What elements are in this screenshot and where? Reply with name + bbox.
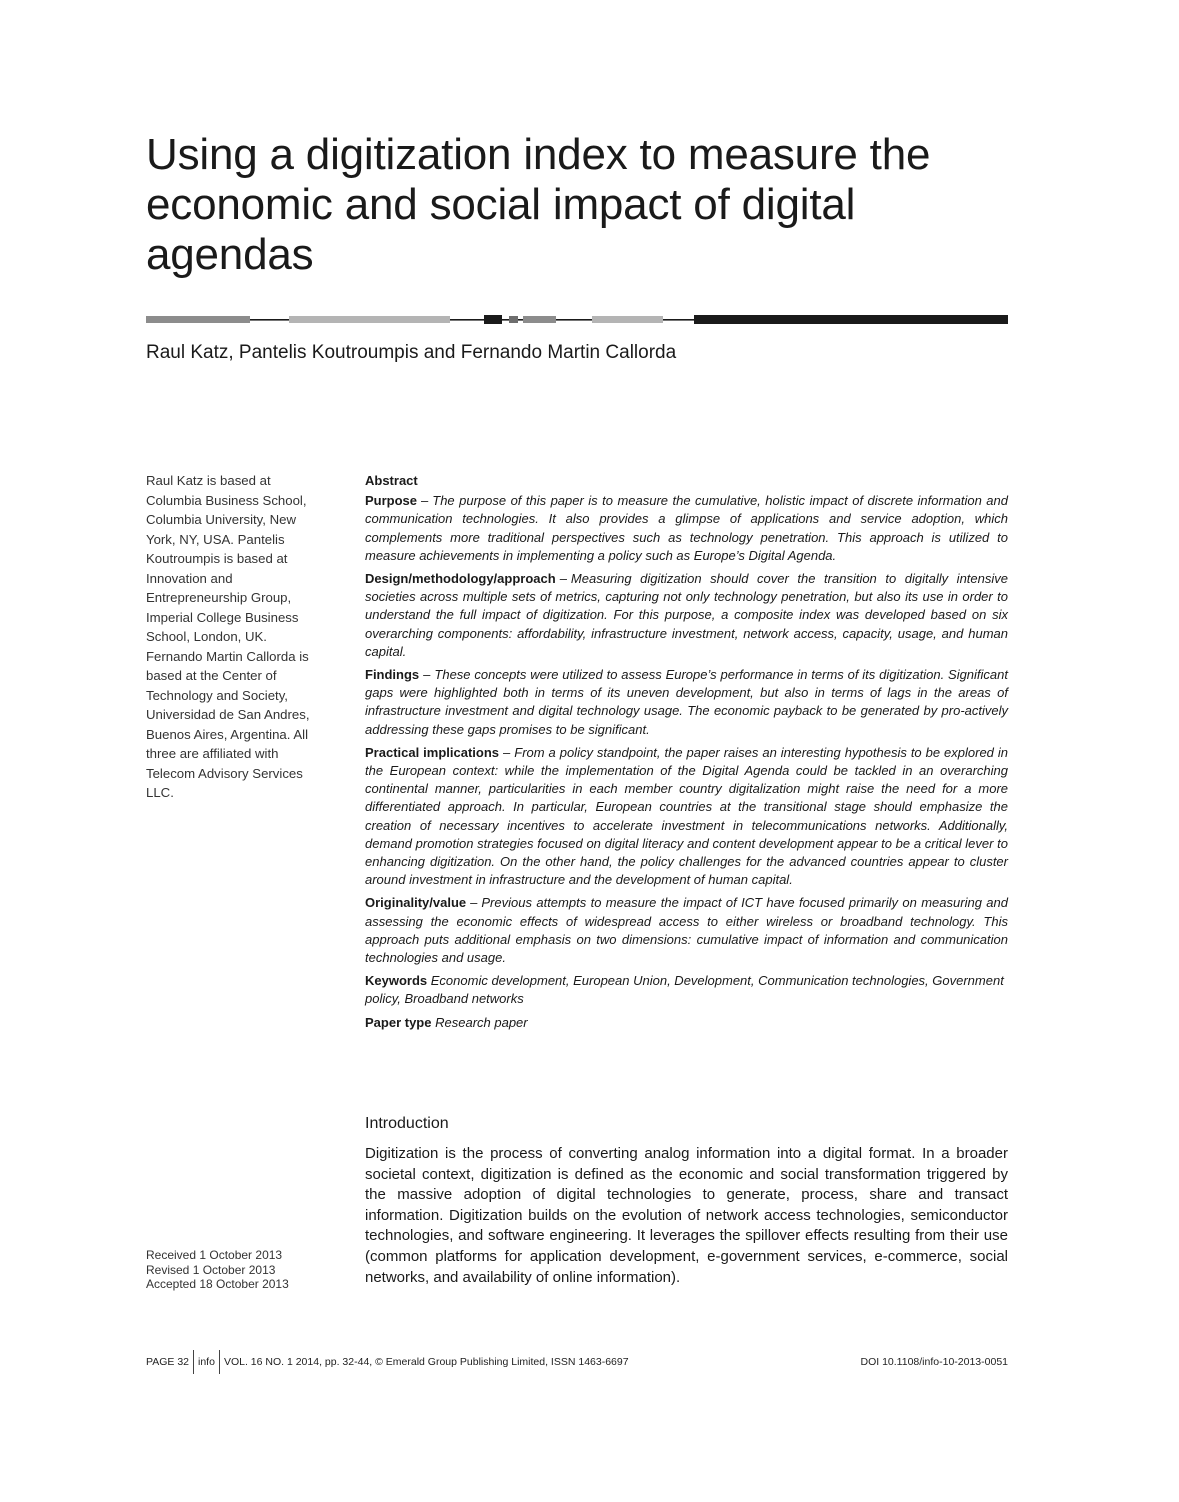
practical-label: Practical implications (365, 744, 500, 760)
keywords-text: Economic development, European Union, Development, Communication technologies, Government policy, Broadband networks (365, 973, 1004, 1007)
footer-divider (193, 1350, 194, 1374)
originality-label: Originality/value (365, 895, 467, 911)
author-list: Raul Katz, Pantelis Koutroumpis and Fernando Martin Callorda (146, 342, 677, 363)
findings-label: Findings (365, 667, 420, 683)
paper-type-text: Research paper (435, 1014, 528, 1030)
abstract-practical: Practical implications – From a policy standpoint, the paper raises an interesting hypothesis to be explored in the European context: while the implementation of the Digital Agenda could be tackled in an overarching continental manner, particularities in each member country digitalization might raise the need for a more differentiated approach. In particular, European countries at the transitional stage should emphasize the creation of necessary incentives to accelerate investment in telecommunications networks. Additionally, demand promotion strategies focused on digital literacy and content development appear to be a critical lever to enhancing digitization. On the other hand, the policy challenges for the advanced countries appear to cluster around investment in infrastructure and the development of human capital. (365, 744, 1008, 888)
introduction-heading: Introduction (365, 1115, 449, 1132)
purpose-label: Purpose (365, 493, 418, 509)
abstract-design: Design/methodology/approach – Measuring digitization should cover the transition to digitally intensive societies across multiple sets of metrics, capturing not only technology penetration, but also its use in order to understand the full impact of digitization. For this purpose, a composite index was developed based on six overarching components: affordability, infrastructure investment, network access, capacity, usage, and human capital. (365, 571, 1008, 659)
author-affiliation: Raul Katz is based at Columbia Business School, Columbia University, New York, NY, USA. Pantelis Koutroumpis is based at Innovation and Entrepreneurship Group, Imperial College Business School, London, UK. Fernando Martin Callorda is based at the Center of Technology and Society, Universidad de San Andres, Buenos Aires, Argentina. All three are affiliated with Telecom Advisory Services LLC. (146, 473, 310, 800)
originality-text: Previous attempts to measure the impact of ICT have focused primarily on measuring and assessing the economic effects of widespread access to either wireless or broadband technology. This approach puts additional emphasis on two dimensions: cumulative impact of information and communication technologies and usage. (365, 895, 1008, 966)
abstract-purpose: Purpose – The purpose of this paper is to measure the cumulative, holistic impact of discrete information and communication technologies. It also provides a glimpse of applications and service adoption, which complements more traditional perspectives such as technology penetration. This approach is utilized to measure achievements in implementing a policy such as Europe’s Digital Agenda. (365, 493, 1008, 563)
page-footer (146, 1350, 1008, 1374)
purpose-text: The purpose of this paper is to measure the cumulative, holistic impact of discrete information and communication technologies. It also provides a glimpse of applications and service adoption, which complements more traditional perspectives such as technology penetration. This approach is utilized to measure achievements in implementing a policy such as Europe’s Digital Agenda. (365, 493, 1008, 563)
design-text: Measuring digitization should cover the transition to digitally intensive societies across multiple sets of metrics, capturing not only technology penetration, but also its use in order to understand the full impact of digitization. For this purpose, a composite index was developed based on six overarching components: affordability, infrastructure investment, network access, capacity, usage, and human capital. (365, 571, 1008, 659)
submission-dates (146, 1248, 346, 1292)
revised-date: Revised 1 October 2013 (146, 1262, 276, 1277)
findings-text: These concepts were utilized to assess Europe’s performance in terms of its digitization. Significant gaps were highlighted both in terms of its uneven development, but also in terms of lags in the areas of infrastructure investment and digital technology usage. The economic payback to be generated by pro-actively addressing these gaps promises to be significant. (365, 667, 1008, 737)
abstract-heading: Abstract (365, 473, 418, 488)
doi: DOI 10.1108/info-10-2013-0051 (860, 1356, 1008, 1368)
paper-type-label: Paper type (365, 1014, 432, 1030)
abstract-keywords (365, 972, 1008, 1008)
citation-info: VOL. 16 NO. 1 2014, pp. 32-44, © Emerald Group Publishing Limited, ISSN 1463-6697 (223, 1356, 629, 1368)
abstract-findings: Findings – These concepts were utilized to assess Europe’s performance in terms of its digitization. Significant gaps were highlighted both in terms of its uneven development, but also in terms of lags in the areas of infrastructure investment and digital technology usage. The economic payback to be generated by pro-actively addressing these gaps promises to be significant. (365, 667, 1008, 737)
accepted-date: Accepted 18 October 2013 (146, 1277, 289, 1291)
page-number: PAGE 32 (146, 1356, 189, 1368)
journal-name: info (198, 1356, 215, 1368)
footer-divider (219, 1350, 220, 1374)
paper-title: Using a digitization index to measure the economic and social impact of digital agendas (146, 130, 931, 279)
design-label: Design/methodology/approach (365, 571, 556, 587)
keywords-label: Keywords (365, 973, 428, 989)
decorative-rule (146, 312, 1008, 328)
practical-text: From a policy standpoint, the paper raises an interesting hypothesis to be explored in the European context: while the implementation of the Digital Agenda could be tackled in an overarching continental manner, particularities in each member country digitalization might raise the need for a more differentiated approach. In particular, European countries at the transitional stage should emphasize the creation of necessary incentives to accelerate investment in telecommunications networks. Additionally, demand promotion strategies focused on digital literacy and content development appear to be a critical lever to enhancing digitization. On the other hand, the policy challenges for the advanced countries appear to cluster around investment in infrastructure and the development of human capital. (365, 744, 1008, 888)
introduction-body: Digitization is the process of converting analog information into a digital format. In a broader societal context, digitization is defined as the economic and social transformation triggered by the massive adoption of digital technologies to generate, process, share and transact information. Digitization builds on the evolution of network access technologies, semiconductor technologies, and software engineering. It leverages the spillover effects resulting from their use (common platforms for application development, e-government services, e-commerce, social networks, and availability of online information). (365, 1145, 1008, 1286)
abstract-originality: Originality/value – Previous attempts to measure the impact of ICT have focused primarily on measuring and assessing the economic effects of widespread access to either wireless or broadband technology. This approach puts additional emphasis on two dimensions: cumulative impact of information and communication technologies and usage. (365, 895, 1008, 966)
received-date: Received 1 October 2013 (146, 1248, 283, 1262)
abstract (365, 472, 1008, 1037)
abstract-paper-type (365, 1014, 1008, 1032)
